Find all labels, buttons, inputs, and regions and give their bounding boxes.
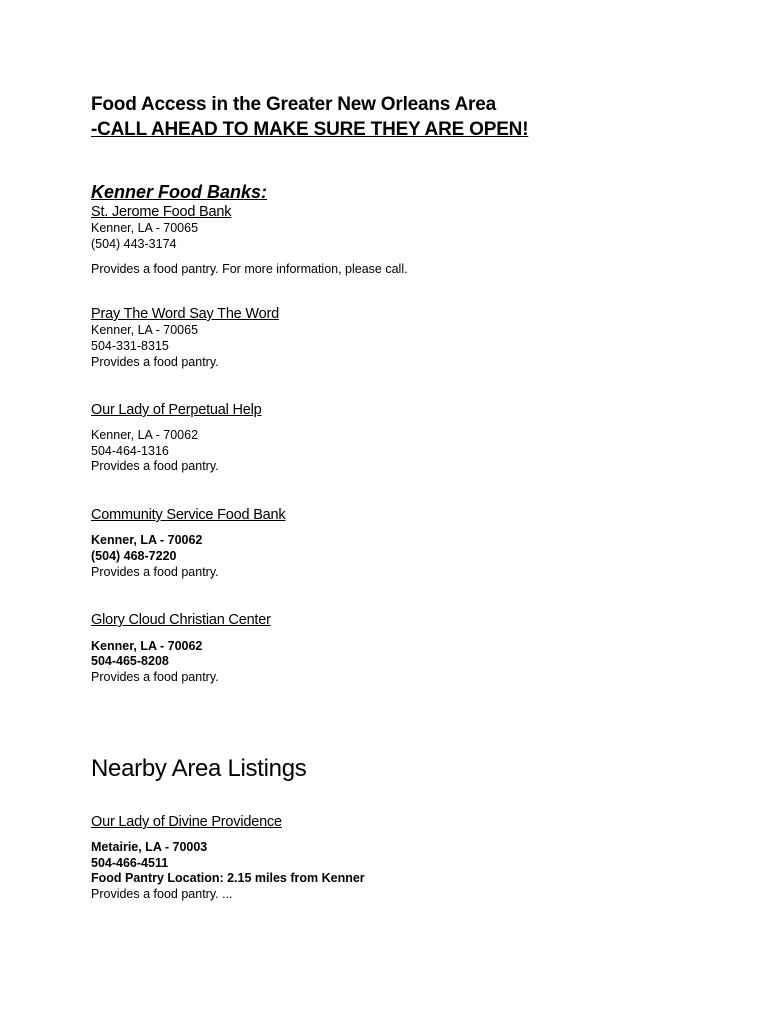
listing-name-our-lady-perpetual-help[interactable]: Our Lady of Perpetual Help: [91, 402, 262, 418]
listing-location: Food Pantry Location: 2.15 miles from Kenner: [91, 871, 365, 885]
listing-description: Provides a food pantry.: [91, 565, 219, 579]
page-title: Food Access in the Greater New Orleans Area: [91, 94, 496, 115]
listing-phone: 504-464-1316: [91, 444, 169, 458]
listing-description: Provides a food pantry.: [91, 670, 219, 684]
listing-description: Provides a food pantry. ...: [91, 887, 233, 901]
listing-name-glory-cloud[interactable]: Glory Cloud Christian Center: [91, 612, 271, 628]
listing-phone: 504-466-4511: [91, 856, 169, 870]
kenner-section-heading: Kenner Food Banks:: [91, 182, 268, 202]
listing-name-our-lady-divine-providence[interactable]: Our Lady of Divine Providence: [91, 814, 282, 830]
listing-name-pray-the-word[interactable]: Pray The Word Say The Word: [91, 306, 279, 322]
listing-address: Metairie, LA - 70003: [91, 840, 208, 854]
listing-name-st-jerome[interactable]: St. Jerome Food Bank: [91, 204, 232, 220]
listing-phone: 504-331-8315: [91, 339, 169, 353]
listing-address: Kenner, LA - 70062: [91, 428, 199, 442]
listing-address: Kenner, LA - 70065: [91, 323, 199, 337]
listing-address: Kenner, LA - 70065: [91, 221, 199, 235]
listing-phone: (504) 443-3174: [91, 237, 177, 251]
listing-phone: (504) 468-7220: [91, 549, 177, 563]
listing-address: Kenner, LA - 70062: [91, 533, 203, 547]
listing-name-community-service[interactable]: Community Service Food Bank: [91, 507, 286, 523]
listing-phone: 504-465-8208: [91, 654, 169, 668]
listing-address: Kenner, LA - 70062: [91, 639, 203, 653]
nearby-section-heading: Nearby Area Listings: [91, 755, 307, 782]
listing-description: Provides a food pantry. For more information, please call.: [91, 262, 408, 276]
page-subtitle-warning: -CALL AHEAD TO MAKE SURE THEY ARE OPEN!: [91, 119, 529, 140]
listing-description: Provides a food pantry.: [91, 459, 219, 473]
listing-description: Provides a food pantry.: [91, 355, 219, 369]
